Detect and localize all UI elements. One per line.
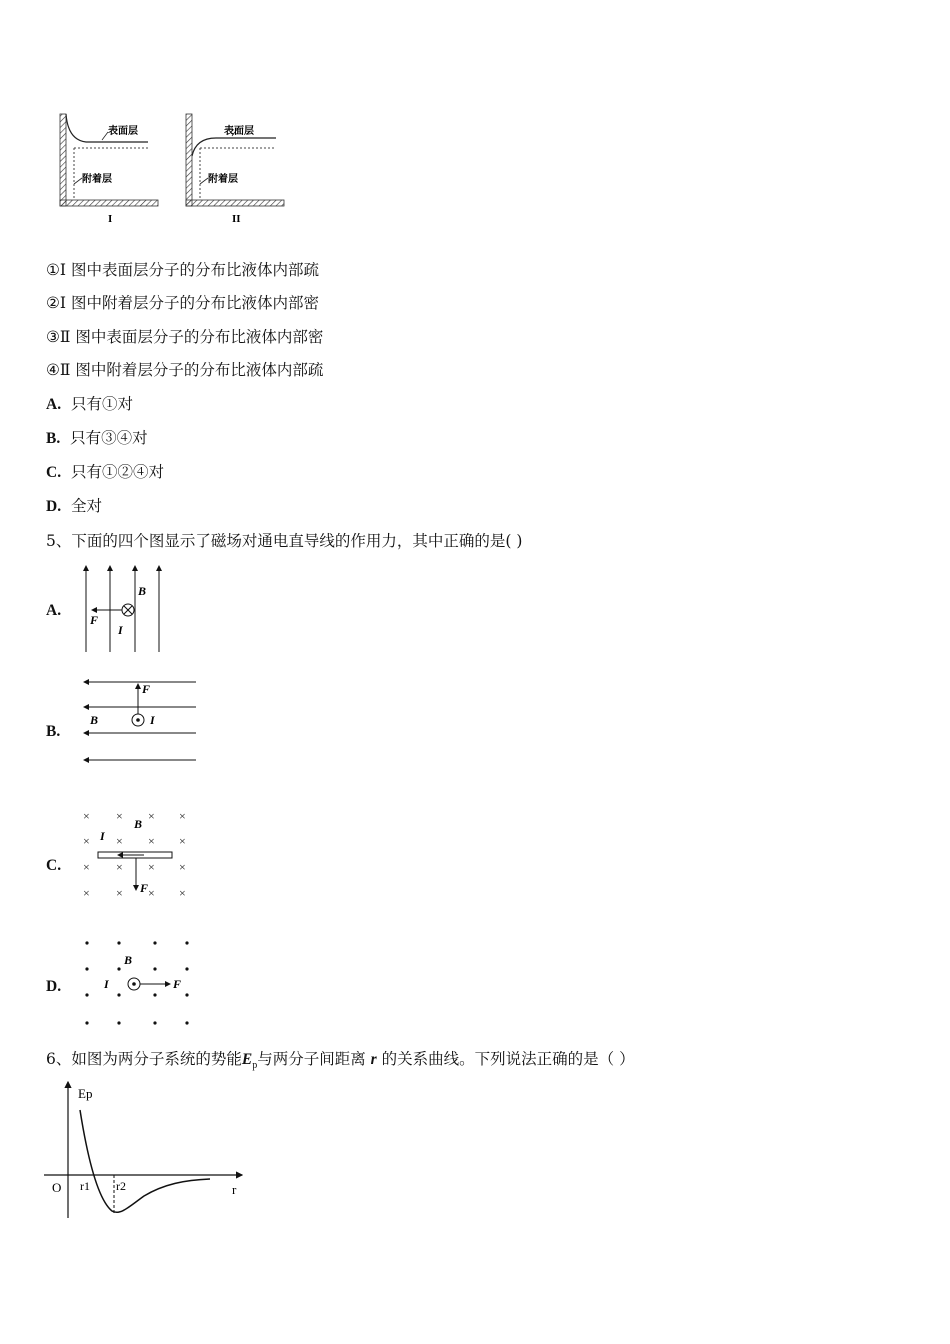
q5a-i-label: I xyxy=(118,623,123,637)
svg-text:×: × xyxy=(148,809,155,823)
q6-symbol-sub: p xyxy=(252,1060,258,1072)
svg-text:×: × xyxy=(116,809,123,823)
surface-label-2: 表面层 xyxy=(224,126,254,137)
q5-figure-b xyxy=(80,674,200,768)
panel-1-label: I xyxy=(108,213,113,225)
q5c-f-label: F xyxy=(140,881,149,895)
q6-r1-label: r1 xyxy=(80,1179,90,1193)
container-panel-1 xyxy=(60,114,158,225)
svg-text:×: × xyxy=(83,886,90,900)
figure-liquid-layers xyxy=(44,98,304,228)
svg-text:×: × xyxy=(116,834,123,848)
q5b-b-label: B xyxy=(90,713,99,727)
q6-y-label: Ep xyxy=(78,1086,93,1101)
q5-option-d-label[interactable]: D. xyxy=(46,978,62,995)
option-b-text: 只有③④对 xyxy=(70,429,148,447)
q5b-f-label: F xyxy=(142,682,151,696)
option-b-letter: B. xyxy=(46,430,61,447)
panel-2-label: II xyxy=(232,213,241,225)
svg-text:×: × xyxy=(179,834,186,848)
q6-origin-label: O xyxy=(52,1180,62,1195)
option-c[interactable] xyxy=(46,462,164,483)
q5-figure-a xyxy=(80,562,170,656)
question-5-stem: 5、下面的四个图显示了磁场对通电直导线的作用力，其中正确的是( ) xyxy=(46,532,523,550)
svg-text:×: × xyxy=(148,886,155,900)
statement-3: ③Ⅱ 图中表面层分子的分布比液体内部密 xyxy=(46,328,324,346)
q6-stem-part2: 与两分子间距离 xyxy=(257,1050,366,1068)
q5-option-b-label[interactable]: B. xyxy=(46,723,61,740)
option-d-text: 全对 xyxy=(70,497,102,515)
option-b[interactable] xyxy=(46,428,148,449)
svg-text:×: × xyxy=(116,860,123,874)
q5-option-c-label[interactable]: C. xyxy=(46,857,62,874)
q5-figure-d xyxy=(80,934,200,1030)
option-a-text: 只有①对 xyxy=(70,395,133,413)
q6-stem-part3: 的关系曲线。下列说法正确的是（ ） xyxy=(381,1050,635,1068)
adhesion-label-1: 附着层 xyxy=(82,174,112,185)
container-panel-2 xyxy=(186,114,284,225)
svg-text:×: × xyxy=(116,886,123,900)
q5a-b-label: B xyxy=(138,584,147,598)
option-a-letter: A. xyxy=(46,396,62,413)
statement-4: ④Ⅱ 图中附着层分子的分布比液体内部疏 xyxy=(46,361,324,379)
option-d-letter: D. xyxy=(46,498,62,515)
statement-1: ①Ⅰ 图中表面层分子的分布比液体内部疏 xyxy=(46,261,319,279)
q6-symbol-r: r xyxy=(370,1051,377,1068)
q5d-f-label: F xyxy=(173,977,182,991)
svg-text:×: × xyxy=(179,886,186,900)
svg-text:×: × xyxy=(148,860,155,874)
q5-figure-c xyxy=(78,806,198,902)
q6-symbol-e: E xyxy=(241,1051,253,1068)
svg-text:×: × xyxy=(83,860,90,874)
q6-x-label: r xyxy=(232,1182,237,1197)
q5c-i-label: I xyxy=(100,829,105,843)
q6-potential-energy-graph xyxy=(40,1078,260,1224)
option-d[interactable] xyxy=(46,496,102,517)
q6-stem-part1: 6、如图为两分子系统的势能 xyxy=(46,1050,242,1068)
svg-text:×: × xyxy=(83,834,90,848)
surface-label-1: 表面层 xyxy=(108,126,138,137)
q5c-b-label: B xyxy=(134,817,143,831)
option-c-text: 只有①②④对 xyxy=(70,463,164,481)
statement-2: ②Ⅰ 图中附着层分子的分布比液体内部密 xyxy=(46,294,319,312)
q5d-i-label: I xyxy=(104,977,109,991)
svg-text:×: × xyxy=(83,809,90,823)
option-c-letter: C. xyxy=(46,464,62,481)
option-a[interactable] xyxy=(46,394,133,415)
q6-r2-label: r2 xyxy=(116,1179,126,1193)
question-6-stem xyxy=(46,1049,635,1076)
svg-text:×: × xyxy=(179,809,186,823)
q5a-f-label: F xyxy=(90,613,99,627)
q5-option-a-label[interactable]: A. xyxy=(46,602,62,619)
q5d-b-label: B xyxy=(124,953,133,967)
adhesion-label-2: 附着层 xyxy=(208,174,238,185)
svg-text:×: × xyxy=(179,860,186,874)
svg-text:×: × xyxy=(148,834,155,848)
q5b-i-label: I xyxy=(150,713,155,727)
